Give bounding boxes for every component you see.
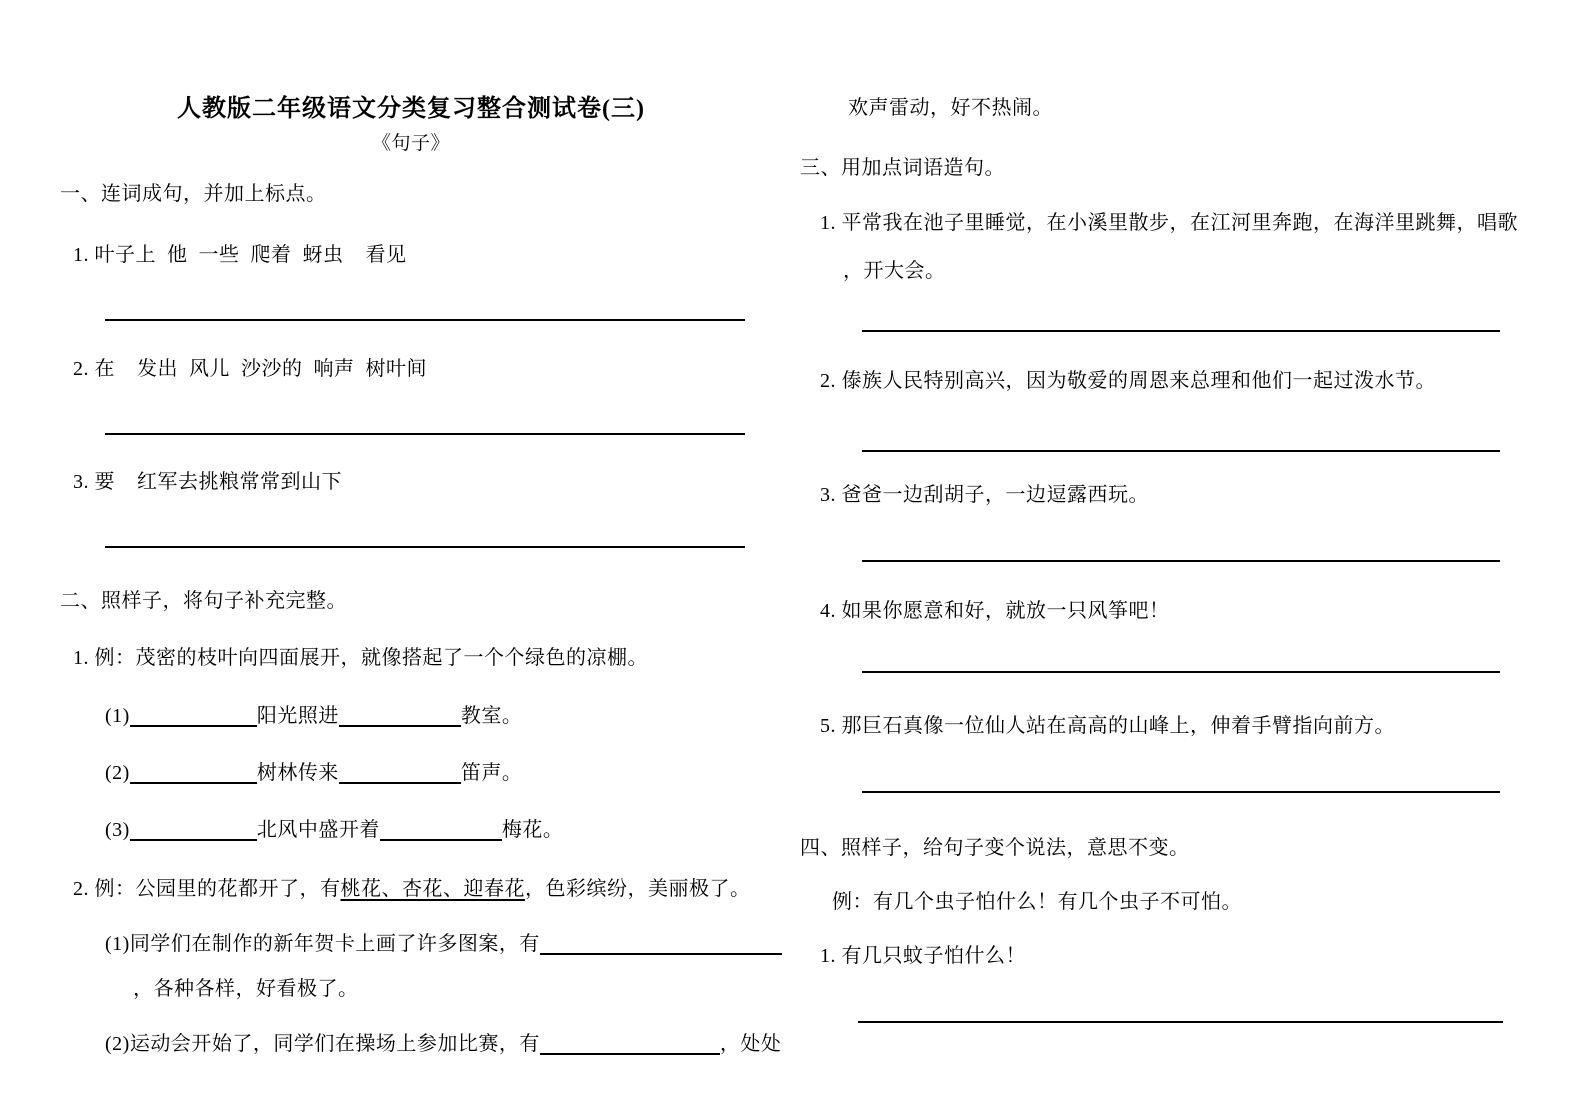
answer-line [862,671,1500,673]
section1-heading: 一、连词成句，并加上标点。 [60,183,327,205]
row-text: ，色彩缤纷，美丽极了。 [525,878,751,900]
row-text: 梅花。 [501,819,564,841]
s3-item-5: 5. 那巨石真像一位仙人站在高高的山峰上，伸着手臂指向前方。 [820,715,1395,737]
answer-blank [540,1033,720,1055]
s2-example-2 [73,876,751,902]
answer-line [862,450,1500,452]
row-text: 北风中盛开着 [256,819,380,841]
section4-heading: 四、照样子，给句子变个说法，意思不变。 [800,837,1190,859]
fill-blank-row-2 [105,760,522,786]
s3-item-4: 4. 如果你愿意和好，就放一只风筝吧！ [820,600,1170,622]
row-text: 教室。 [460,705,523,727]
underlined-words: 桃花、杏花、迎春花 [340,878,525,900]
s2-example-1: 1. 例：茂密的枝叶向四面展开，就像搭起了一个个绿色的凉棚。 [73,647,648,669]
s3-item-1-line2: ，开大会。 [843,260,946,282]
s1-item-2: 2. 在 发出 风儿 沙沙的 响声 树叶间 [73,358,427,380]
row-text: ，处处 [719,1033,782,1055]
answer-blank [130,705,257,727]
s3-item-1-line1: 1. 平常我在池子里睡觉，在小溪里散步，在江河里奔跑，在海洋里跳舞，唱歌 [820,212,1518,234]
answer-line [862,330,1500,332]
section2-heading: 二、照样子，将句子补充完整。 [60,590,347,612]
row-text: (2)运动会开始了，同学们在操场上参加比赛，有 [105,1033,540,1055]
s2-ex2-item-2-cont: 欢声雷动，好不热闹。 [848,97,1053,119]
s2-ex2-item-1 [105,931,782,957]
row-label: (1) [105,705,130,727]
s3-item-3: 3. 爸爸一边刮胡子，一边逗露西玩。 [820,484,1149,506]
doc-title: 人教版二年级语文分类复习整合测试卷(三) [177,96,645,122]
s1-item-1: 1. 叶子上 他 一些 爬着 蚜虫 看见 [73,244,407,266]
answer-line [105,319,745,321]
answer-line [105,546,745,548]
fill-blank-row-1 [105,703,522,729]
row-text: 阳光照进 [256,705,339,727]
s3-item-2: 2. 傣族人民特别高兴，因为敬爱的周恩来总理和他们一起过泼水节。 [820,370,1436,392]
answer-blank [339,705,461,727]
row-text: 2. 例：公园里的花都开了，有 [73,878,341,900]
doc-subtitle: 《句子》 [371,133,450,154]
row-label: (2) [105,762,130,784]
row-label: (3) [105,819,130,841]
s2-ex2-item-1-cont: ，各种各样，好看极了。 [133,978,359,1000]
s4-example: 例：有几个虫子怕什么！有几个虫子不可怕。 [832,891,1242,913]
answer-line [858,1021,1503,1023]
answer-blank [540,933,782,955]
s4-item-1: 1. 有几只蚊子怕什么！ [820,945,1026,967]
s1-item-3: 3. 要 红军去挑粮常常到山下 [73,471,342,493]
answer-blank [339,762,461,784]
answer-blank [130,819,257,841]
row-text: 笛声。 [460,762,523,784]
s2-ex2-item-2 [105,1031,781,1057]
row-text: (1)同学们在制作的新年贺卡上画了许多图案，有 [105,933,540,955]
answer-line [105,433,745,435]
answer-line [862,560,1500,562]
fill-blank-row-3 [105,817,563,843]
answer-line [862,791,1500,793]
answer-blank [130,762,257,784]
answer-blank [380,819,502,841]
row-text: 树林传来 [256,762,339,784]
section3-heading: 三、用加点词语造句。 [800,157,1005,179]
